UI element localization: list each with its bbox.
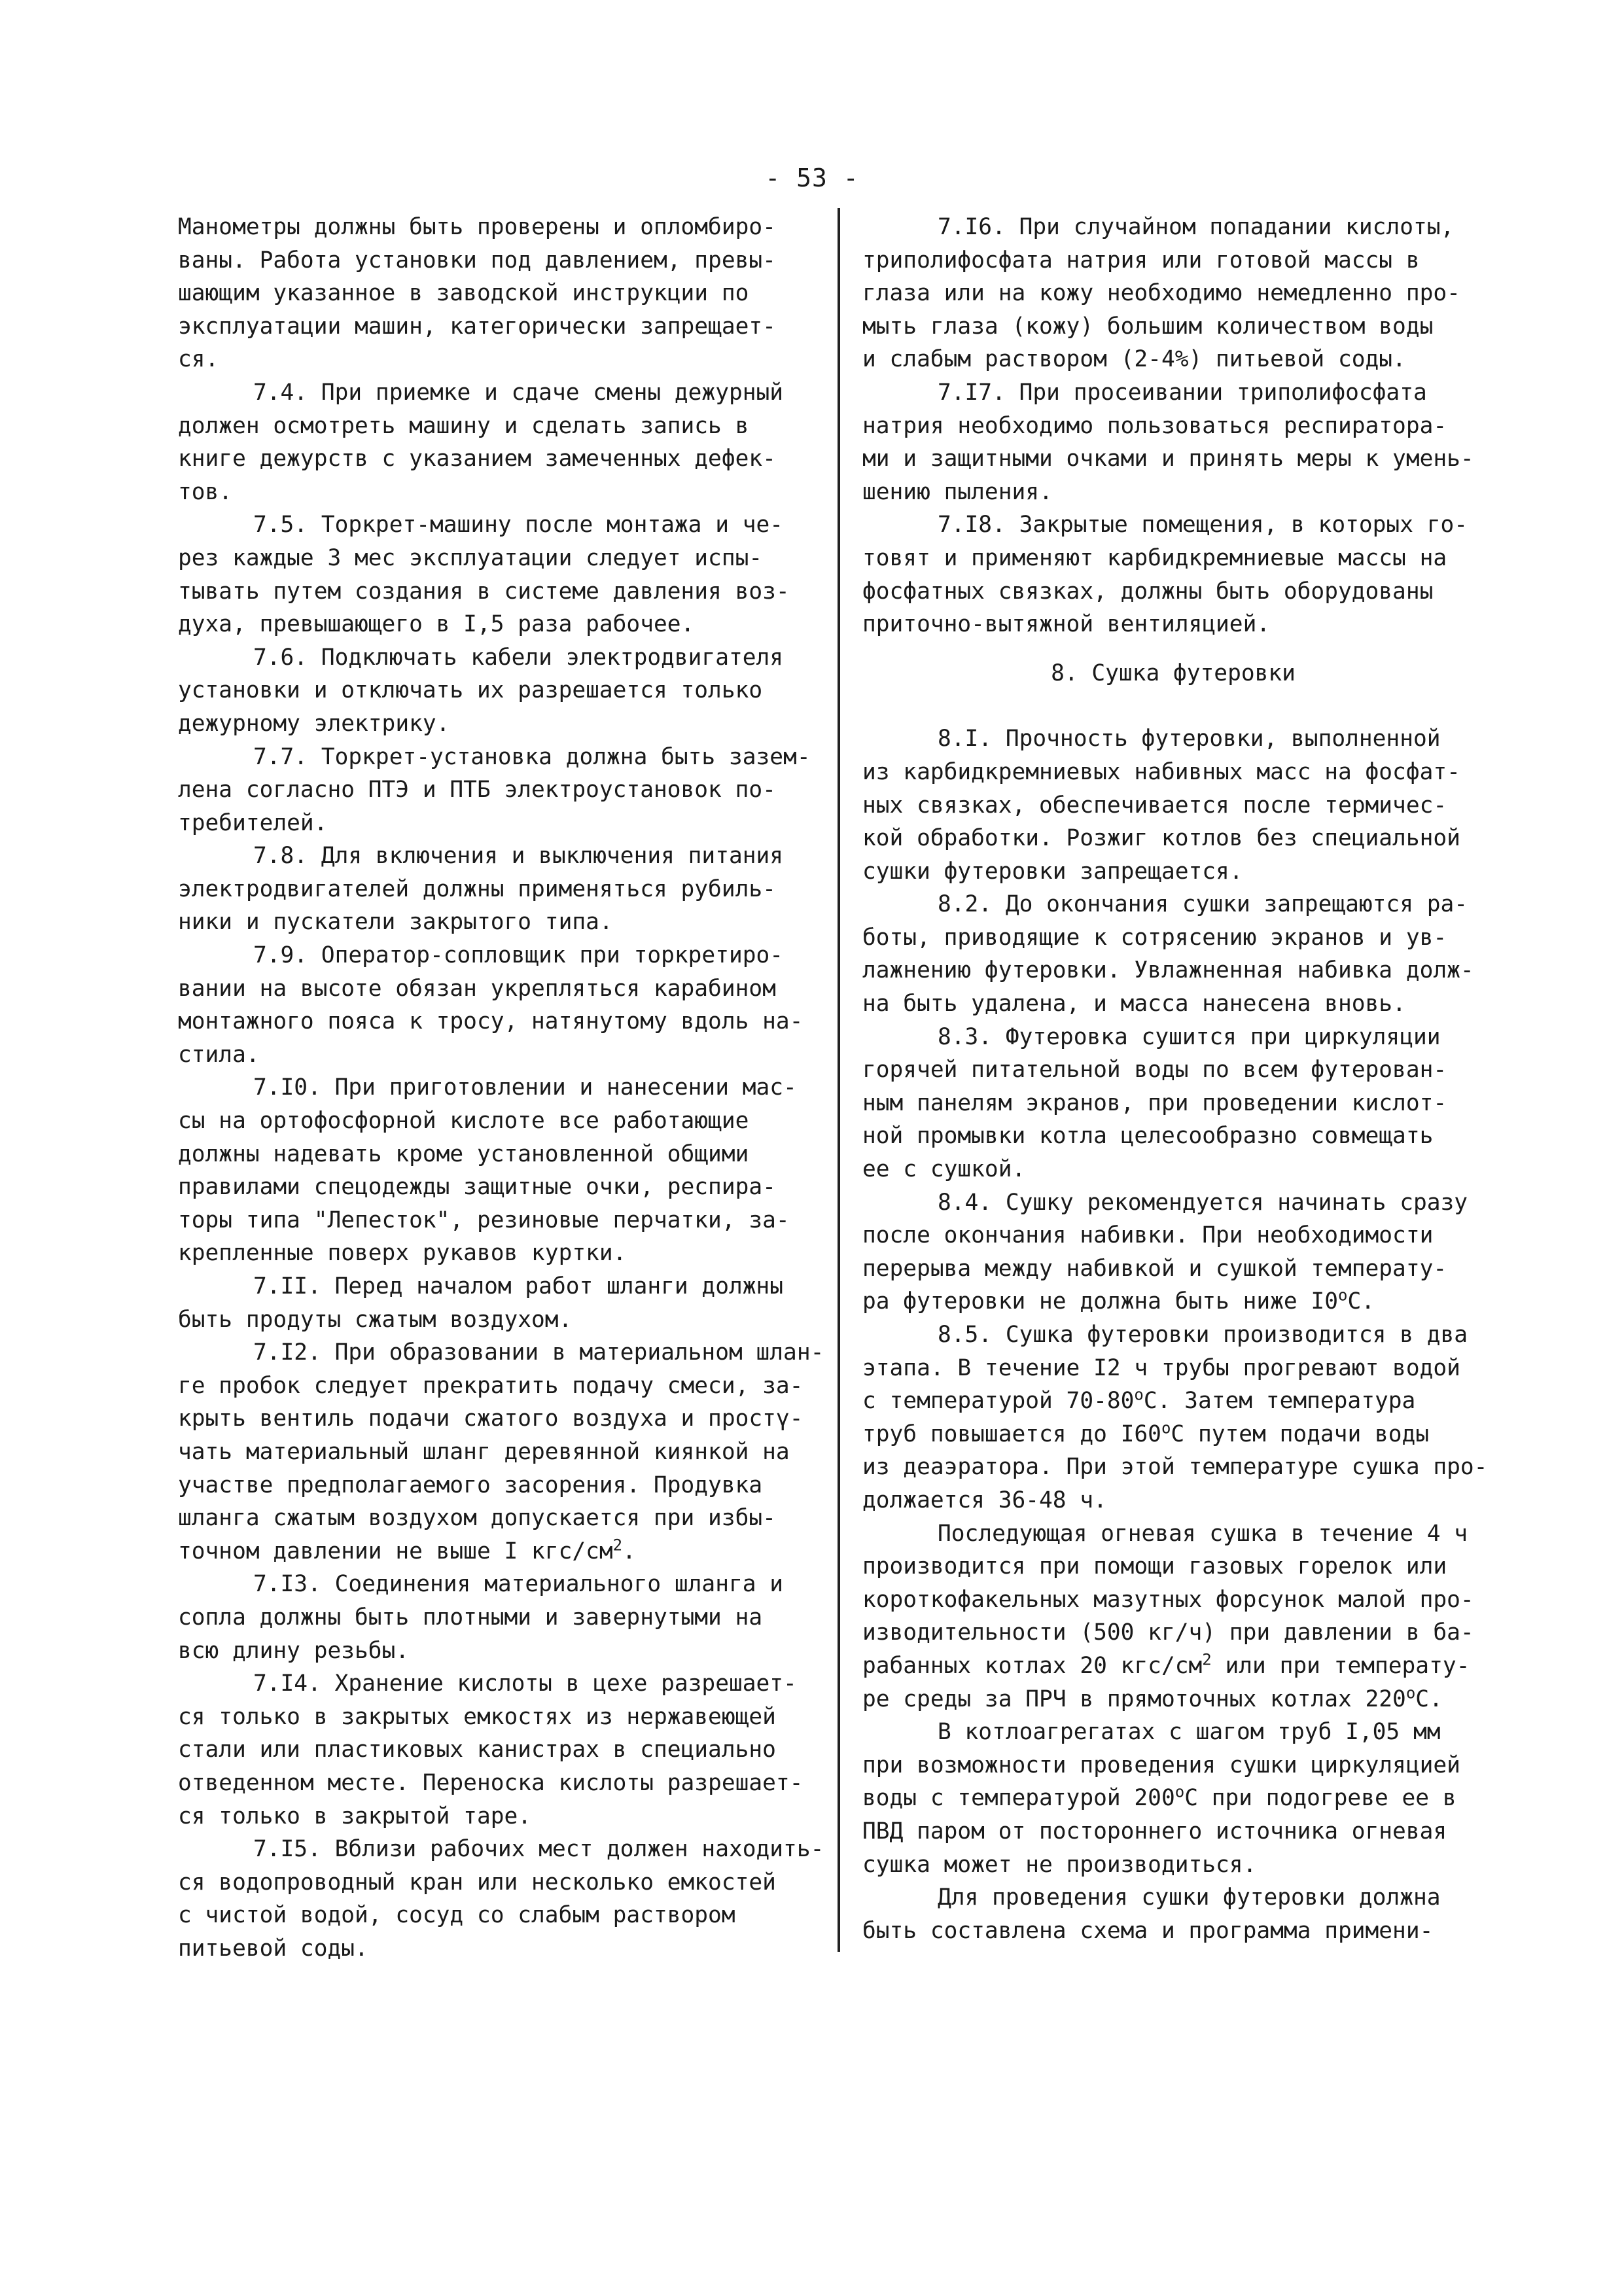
text-line-content: ваны. Работа установки под давлением, превы- xyxy=(178,247,776,274)
text-line-content: книге дежурств с указанием замеченных дефек- xyxy=(178,446,776,472)
superscript: о xyxy=(1337,1286,1348,1305)
text-line-content: рез каждые 3 мес эксплуатации следует испы- xyxy=(178,544,763,571)
text-line xyxy=(862,1385,1484,1418)
text-line-content: 8.4. Сушку рекомендуется начинать сразу xyxy=(938,1189,1468,1216)
text-line-content: вании на высоте обязан укрепляться карабином xyxy=(178,975,776,1002)
text-line-content: фосфатных связках, должны быть оборудованы xyxy=(862,578,1434,605)
text-line xyxy=(862,575,1484,609)
text-line-content: перерыва между набивкой и сушкой температу- xyxy=(862,1255,1447,1282)
text-line-content: Для проведения сушки футеровки должна xyxy=(938,1884,1441,1911)
text-line xyxy=(178,906,806,939)
text-line-content: всю длину резьбы. xyxy=(178,1637,410,1664)
text-line-content: 7.6. Подключать кабели электродвигателя xyxy=(253,644,784,671)
text-line xyxy=(862,954,1484,987)
text-line xyxy=(862,722,1484,756)
text-line xyxy=(862,1484,1484,1517)
text-line xyxy=(862,1053,1484,1087)
text-line-suffix: С при подогреве ее в xyxy=(1184,1785,1456,1812)
text-line-content: 7.I8. Закрытые помещения, в которых го- xyxy=(938,512,1468,538)
text-line xyxy=(862,343,1484,376)
text-line-content: из карбидкремниевых набивных масс на фосфат- xyxy=(862,758,1460,785)
text-line xyxy=(862,822,1484,855)
text-line-content: 7.8. Для включения и выключения питания xyxy=(253,843,784,870)
text-line xyxy=(862,244,1484,277)
text-line-content: правилами спецодежды защитные очки, респира- xyxy=(178,1174,776,1201)
text-line-content: чать материальный шланг деревянной киянкой на xyxy=(178,1438,790,1465)
text-line-content: короткофакельных мазутных форсунок малой про- xyxy=(862,1586,1474,1613)
text-line xyxy=(178,773,806,807)
text-line-content: с температурой 70-80 xyxy=(862,1388,1135,1415)
text-line xyxy=(862,1616,1484,1650)
text-line-content: 7.9. Оператор-сопловщик при торкретиро- xyxy=(253,942,784,969)
text-line-content: ре среды за ПРЧ в прямоточных котлах 220 xyxy=(862,1685,1406,1712)
text-line-content: В котлоагрегатах с шагом труб I,05 мм xyxy=(938,1719,1441,1746)
text-line-content: натрия необходимо пользоваться респиратора- xyxy=(862,412,1447,439)
text-line xyxy=(862,1418,1484,1451)
text-line-suffix: или при температу- xyxy=(1211,1652,1470,1679)
text-line xyxy=(862,1815,1484,1848)
text-line-content: ся водопроводный кран или несколько емкостей xyxy=(178,1869,776,1896)
text-line-content: 7.II. Перед началом работ шланги должны xyxy=(253,1273,784,1299)
text-line-content: тывать путем создания в системе давления воз- xyxy=(178,578,790,605)
text-line xyxy=(178,1866,806,1899)
text-line-content: ным панелям экранов, при проведении кислот- xyxy=(862,1089,1447,1116)
text-line xyxy=(862,277,1484,310)
text-line-content: ники и пускатели закрытого типа. xyxy=(178,909,613,936)
text-line xyxy=(178,972,806,1006)
text-line xyxy=(178,608,806,641)
text-line xyxy=(178,211,806,244)
text-line xyxy=(178,343,806,376)
text-line xyxy=(862,508,1484,542)
text-line xyxy=(862,1782,1484,1815)
text-line xyxy=(862,1915,1484,1948)
text-line xyxy=(178,1767,806,1800)
text-line-content: электродвигателей должны применяться рубиль- xyxy=(178,875,776,902)
text-line-content: точном давлении не выше I кгс/см xyxy=(178,1538,613,1564)
text-line xyxy=(862,1517,1484,1551)
text-line-content: дежурному электрику. xyxy=(178,710,450,737)
text-line-content: ми и защитными очками и принять меры к умень- xyxy=(862,446,1474,472)
text-line xyxy=(178,1270,806,1303)
text-line-content: изводительности (500 кг/ч) при давлении в ба- xyxy=(862,1619,1474,1646)
text-line-content: отведенном месте. Переноска кислоты разрешает- xyxy=(178,1769,803,1796)
text-line xyxy=(862,1318,1484,1352)
text-line-content: ся только в закрытой таре. xyxy=(178,1803,532,1829)
text-line xyxy=(178,1104,806,1138)
text-line-content: должен осмотреть машину и сделать запись в xyxy=(178,412,749,439)
text-line-content: сопла должны быть плотными и завернутыми на xyxy=(178,1604,763,1631)
text-line-content: быть продуты сжатым воздухом. xyxy=(178,1306,573,1333)
text-line xyxy=(178,1535,806,1568)
text-line xyxy=(178,1436,806,1469)
text-line xyxy=(178,575,806,609)
text-line-suffix: С путем подачи воды xyxy=(1171,1421,1430,1447)
text-line xyxy=(178,277,806,310)
text-line xyxy=(862,1583,1484,1617)
text-line xyxy=(862,1285,1484,1318)
superscript: о xyxy=(1405,1684,1416,1703)
text-line xyxy=(178,1038,806,1072)
text-line xyxy=(178,1204,806,1237)
text-line-content: из деаэратора. При этой температуре сушка про- xyxy=(862,1454,1488,1481)
text-line xyxy=(178,1369,806,1403)
text-line-content: духа, превышающего в I,5 раза рабочее. xyxy=(178,611,695,638)
text-line-content: монтажного пояса к тросу, натянутому вдоль на- xyxy=(178,1008,803,1035)
text-line xyxy=(862,1716,1484,1749)
text-line-content: стали или пластиковых канистрах в специально xyxy=(178,1737,776,1763)
text-line-content: Последующая огневая сушка в течение 4 ч xyxy=(938,1520,1468,1547)
text-line-content: сушка может не производиться. xyxy=(862,1851,1257,1878)
text-line xyxy=(178,1237,806,1270)
text-line xyxy=(178,1005,806,1038)
text-line xyxy=(178,1800,806,1833)
text-line-content: ге пробок следует прекратить подачу смеси, за- xyxy=(178,1372,803,1399)
text-line-content: 7.I2. При образовании в материальном шлан- xyxy=(253,1339,824,1366)
text-line xyxy=(862,1120,1484,1153)
text-line xyxy=(178,641,806,675)
text-line xyxy=(178,1402,806,1436)
text-line xyxy=(178,244,806,277)
text-line-content: 8. Сушка футеровки xyxy=(1051,660,1296,686)
column-divider xyxy=(838,208,840,1952)
text-line xyxy=(862,1021,1484,1054)
text-line xyxy=(178,542,806,575)
text-line-content: крепленные поверх рукавов куртки. xyxy=(178,1240,627,1267)
text-line-content: товят и применяют карбидкремниевые массы на xyxy=(862,544,1447,571)
text-line-content: ных связках, обеспечивается после термичес- xyxy=(862,792,1447,819)
text-line xyxy=(862,1683,1484,1716)
text-line-content: приточно-вытяжной вентиляцией. xyxy=(862,611,1271,638)
text-line xyxy=(178,1667,806,1701)
text-line-content: 7.5. Торкрет-машину после монтажа и че- xyxy=(253,512,784,538)
text-line xyxy=(178,1568,806,1601)
text-line-content: с чистой водой, сосуд со слабым раствором xyxy=(178,1902,735,1929)
text-line-content: 7.I4. Хранение кислоты в цехе разрешает- xyxy=(253,1670,797,1697)
superscript: 2 xyxy=(1202,1650,1212,1669)
text-line-content: 7.I3. Соединения материального шланга и xyxy=(253,1571,784,1598)
text-line-content: и слабым раствором (2-4%) питьевой соды. xyxy=(862,346,1406,373)
text-line-content: тов. xyxy=(178,478,233,505)
text-line-content: 7.I6. При случайном попадании кислоты, xyxy=(938,214,1455,240)
text-line xyxy=(178,508,806,542)
text-line-content: 8.2. До окончания сушки запрещаются ра- xyxy=(938,891,1468,918)
text-line-content: эксплуатации машин, категорически запрещает- xyxy=(178,313,776,340)
left-column xyxy=(178,211,824,1965)
text-line-content: 7.I5. Вблизи рабочих мест должен находить- xyxy=(253,1836,824,1863)
text-line-content: ся. xyxy=(178,346,219,373)
text-line-content: лена согласно ПТЭ и ПТБ электроустановок по- xyxy=(178,777,776,803)
text-line-content: Манометры должны быть проверены и опломбиро- xyxy=(178,214,776,240)
text-line xyxy=(862,542,1484,575)
text-line-content: должны надевать кроме установленной общими xyxy=(178,1140,749,1167)
text-line-suffix: . xyxy=(622,1538,636,1564)
text-line-content: ся только в закрытых емкостях из нержавеющей xyxy=(178,1703,776,1730)
text-line xyxy=(862,756,1484,789)
text-line-content: стила. xyxy=(178,1041,260,1068)
text-line xyxy=(862,789,1484,822)
text-line-content: шланга сжатым воздухом допускается при избы- xyxy=(178,1505,776,1532)
text-line xyxy=(178,873,806,906)
text-line xyxy=(862,1252,1484,1286)
text-line-content: 7.4. При приемке и сдаче смены дежурный xyxy=(253,379,784,406)
text-line-content: мыть глаза (кожу) большим количеством воды xyxy=(862,313,1434,340)
text-line xyxy=(862,1352,1484,1385)
text-line-content: быть составлена схема и программа примени- xyxy=(862,1917,1434,1944)
text-line-content: шающим указанное в заводской инструкции по xyxy=(178,280,749,307)
text-line-content: триполифосфата натрия или готовой массы в xyxy=(862,247,1420,274)
superscript: о xyxy=(1161,1419,1171,1438)
text-line-content: требителей. xyxy=(178,809,328,836)
text-line xyxy=(862,376,1484,410)
text-line xyxy=(862,921,1484,955)
text-line xyxy=(862,410,1484,443)
text-line-content: шению пыления. xyxy=(862,478,1053,505)
text-line xyxy=(178,1469,806,1502)
text-line xyxy=(178,310,806,344)
text-line-content: лажнению футеровки. Увлажненная набивка долж- xyxy=(862,957,1474,984)
text-line xyxy=(862,855,1484,889)
text-line-content: труб повышается до I60 xyxy=(862,1421,1161,1447)
text-line-content: рабанных котлах 20 кгс/см xyxy=(862,1652,1203,1679)
text-line-content: 8.3. Футеровка сушится при циркуляции xyxy=(938,1023,1441,1050)
section-heading xyxy=(862,657,1484,690)
text-line xyxy=(862,1650,1484,1683)
text-line xyxy=(862,1848,1484,1882)
text-line xyxy=(178,939,806,972)
text-line-suffix: С. xyxy=(1415,1685,1443,1712)
text-line-content: ПВД паром от постороннего источника огневая xyxy=(862,1818,1447,1844)
text-line xyxy=(178,807,806,840)
text-line xyxy=(178,1701,806,1734)
text-line xyxy=(178,1171,806,1204)
text-line xyxy=(178,1303,806,1337)
text-line xyxy=(862,476,1484,509)
text-line xyxy=(178,1634,806,1668)
text-line xyxy=(862,211,1484,244)
text-line xyxy=(862,1153,1484,1186)
text-line xyxy=(178,1932,806,1966)
text-line-content: установки и отключать их разрешается только xyxy=(178,677,763,704)
text-line-content: крыть вентиль подачи сжатого воздуха и простү- xyxy=(178,1405,803,1432)
text-line xyxy=(178,376,806,410)
text-line xyxy=(178,410,806,443)
text-line-content: этапа. В течение I2 ч трубы прогревают водой xyxy=(862,1354,1460,1381)
text-line-content: 7.I7. При просеивании триполифосфата xyxy=(938,379,1427,406)
text-line xyxy=(178,1899,806,1932)
text-line-content: глаза или на кожу необходимо немедленно про- xyxy=(862,280,1460,307)
superscript: о xyxy=(1174,1782,1185,1801)
text-line-content: 8.5. Сушка футеровки производится в два xyxy=(938,1322,1468,1348)
text-line xyxy=(178,674,806,707)
text-line xyxy=(178,1138,806,1171)
text-line xyxy=(862,310,1484,344)
text-line xyxy=(862,1087,1484,1120)
text-line-content: сы на ортофосфорной кислоте все работающие xyxy=(178,1108,749,1135)
page-number: - 53 - xyxy=(765,164,859,192)
text-line-content: ее с сушкой. xyxy=(862,1156,1026,1183)
text-line-content: кой обработки. Розжиг котлов без специальной xyxy=(862,825,1460,852)
text-line-content: ной промывки котла целесообразно совмещать xyxy=(862,1123,1434,1150)
text-line xyxy=(178,839,806,873)
text-line-content: питьевой соды. xyxy=(178,1935,368,1962)
text-line xyxy=(178,707,806,741)
text-line xyxy=(862,1451,1488,1484)
text-line xyxy=(178,1833,824,1866)
text-line xyxy=(862,1749,1484,1782)
text-line xyxy=(178,1336,824,1369)
text-line-content: ра футеровки не должна быть ниже I0 xyxy=(862,1288,1338,1315)
text-line xyxy=(862,1881,1484,1915)
text-line xyxy=(862,608,1484,641)
text-line xyxy=(862,1219,1484,1252)
text-line-suffix: С. xyxy=(1347,1288,1375,1315)
text-line-content: при возможности проведения сушки циркуляцией xyxy=(862,1752,1460,1778)
text-line-content: горячей питательной воды по всем футерован- xyxy=(862,1057,1447,1084)
text-line xyxy=(862,987,1484,1021)
text-line-content: участве предполагаемого засорения. Продувка xyxy=(178,1472,763,1498)
text-line-content: на быть удалена, и масса нанесена вновь. xyxy=(862,991,1406,1017)
superscript: 2 xyxy=(612,1536,623,1555)
text-line xyxy=(862,442,1484,476)
text-line xyxy=(178,442,806,476)
text-line xyxy=(178,1733,806,1767)
text-line xyxy=(178,1071,806,1104)
text-line-content: воды с температурой 200 xyxy=(862,1785,1175,1812)
right-column xyxy=(862,211,1488,1947)
text-line-content: должается 36-48 ч. xyxy=(862,1487,1107,1513)
text-line-suffix: С. Затем температура xyxy=(1143,1388,1416,1415)
text-line-content: после окончания набивки. При необходимости xyxy=(862,1222,1434,1249)
superscript: о xyxy=(1134,1385,1144,1404)
text-line xyxy=(862,1186,1484,1220)
text-line xyxy=(862,888,1484,921)
text-line xyxy=(178,476,806,509)
text-line-content: торы типа "Лепесток", резиновые перчатки, за- xyxy=(178,1207,790,1233)
text-line-content: 7.I0. При приготовлении и нанесении мас- xyxy=(253,1074,797,1101)
text-line xyxy=(862,1550,1484,1583)
text-line xyxy=(178,1502,806,1535)
text-line-content: производится при помощи газовых горелок или xyxy=(862,1553,1447,1580)
text-line xyxy=(178,741,811,774)
text-line-content: 7.7. Торкрет-установка должна быть зазем- xyxy=(253,743,811,770)
text-line-content: 8.I. Прочность футеровки, выполненной xyxy=(938,726,1441,752)
text-line-content: боты, приводящие к сотрясению экранов и ув- xyxy=(862,924,1447,951)
text-line xyxy=(178,1601,806,1634)
text-line-content: сушки футеровки запрещается. xyxy=(862,858,1243,885)
